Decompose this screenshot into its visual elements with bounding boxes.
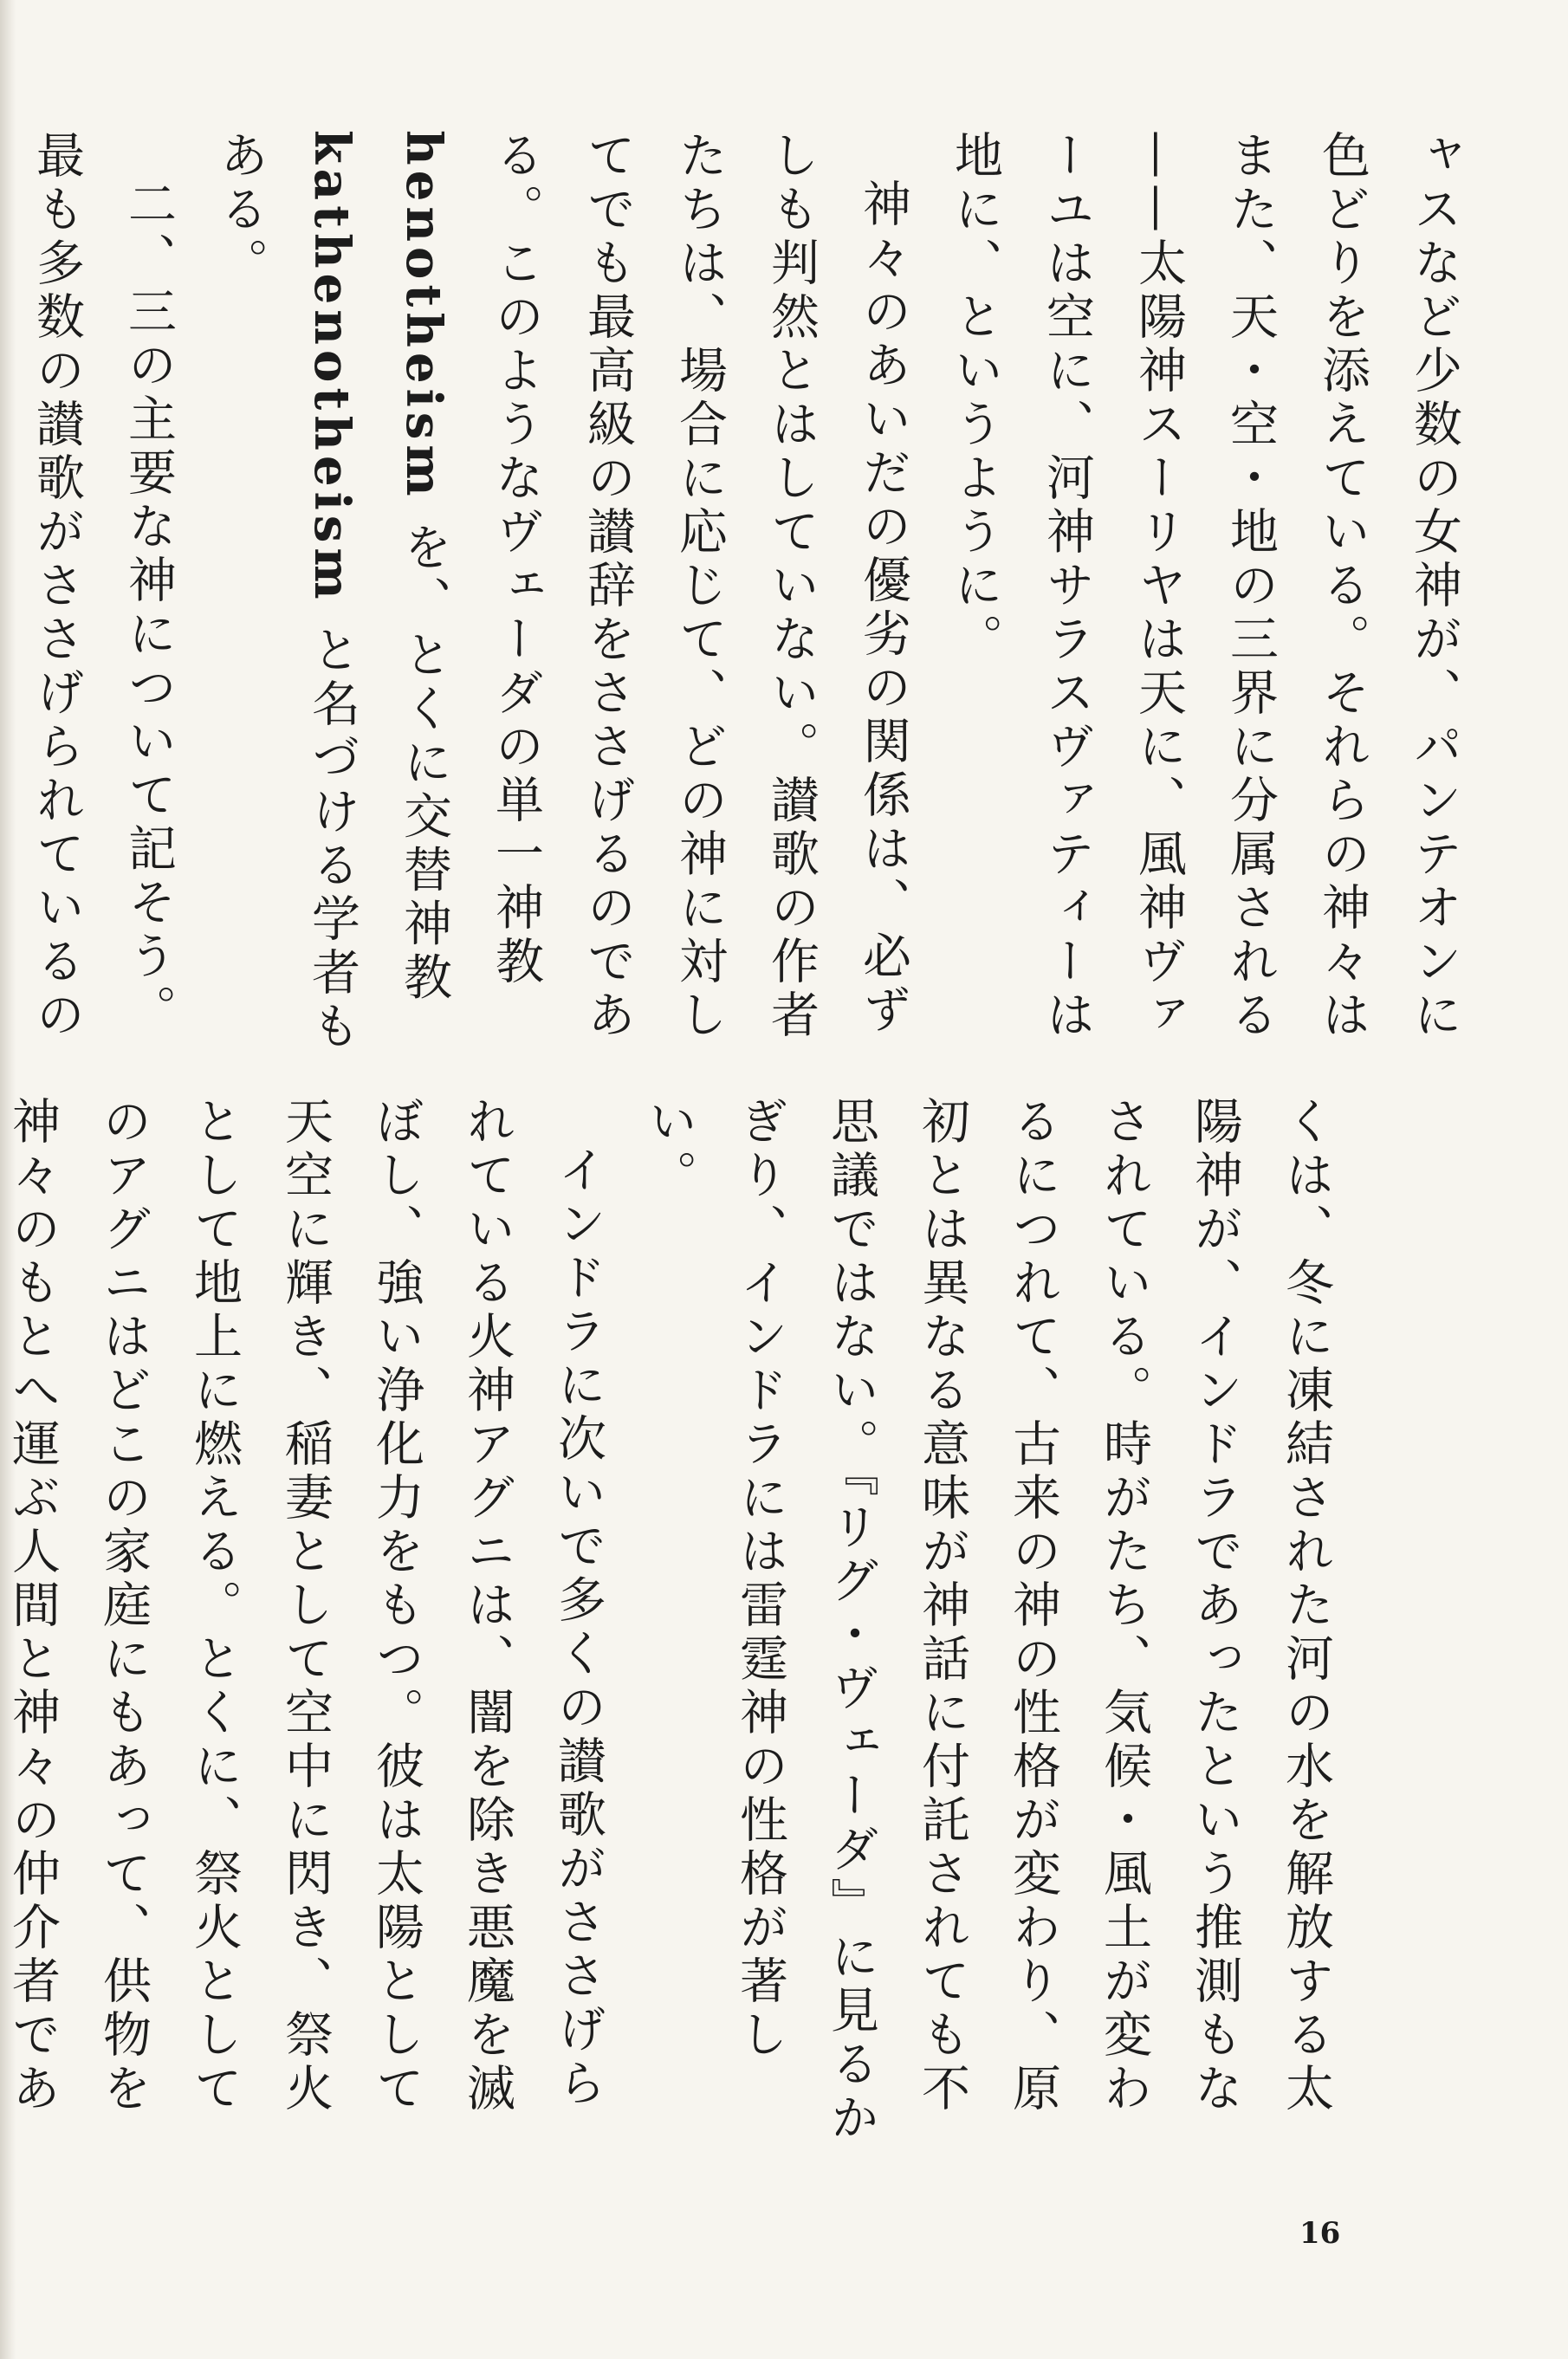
lower-text-block <box>4 1096 1351 2161</box>
upper-paragraph-2-end: と名づける学者もある。 <box>212 130 360 1055</box>
upper-paragraph-2-mid: を、とくに交替神教 <box>396 522 452 1006</box>
upper-text-block <box>29 130 1480 1087</box>
upper-paragraph-1: ャスなど少数の女神が、パンテオンに色どりを添えている。それらの神々はまた、天・空・地の三界に分属される——太陽神スーリヤは天に、風神ヴァーユは空に、河神サラスヴァティーは地に、というように。 <box>947 130 1462 1043</box>
term-henotheism: henotheism <box>395 130 452 502</box>
upper-paragraph-2 <box>194 130 929 1087</box>
lower-paragraph-2: インドラに次いで多くの讃歌がささげられている火神アグニは、闇を除き悪魔を滅ぼし、強い浄化力をもつ。彼は太陽として天空に輝き、稲妻として空中に閃き、祭火として地上に燃える。とくに、祭火としてのアグニはどこの家庭にもあって、供物を神々のもとへ運ぶ人間と神々の仲介者であ <box>4 1096 606 2116</box>
upper-paragraph-2-text: 神々のあいだの優劣の関係は、必ずしも判然とはしていない。讃歌の作者たちは、場合に応じて、どの神に対してでも最高級の讃辞をささげるのである。このようなヴェーダの単一神教 <box>488 130 911 1043</box>
page-number: 16 <box>1299 2216 1341 2251</box>
lower-paragraph-1: くは、冬に凍結された河の水を解放する太陽神が、インドラであったという推測もなされている。時がたち、気候・風土が変わるにつれて、古来の神の性格が変わり、原初とは異なる意味が神話に付託されても不思議ではない。『リグ・ヴェーダ』に見るかぎり、インドラには雷霆神の性格が著しい。 <box>641 1096 1334 2146</box>
term-kathenotheism: kathenotheism <box>303 130 360 605</box>
upper-paragraph-3: 二、三の主要な神について記そう。最も多数の讃歌がささげられているの <box>29 130 177 1043</box>
